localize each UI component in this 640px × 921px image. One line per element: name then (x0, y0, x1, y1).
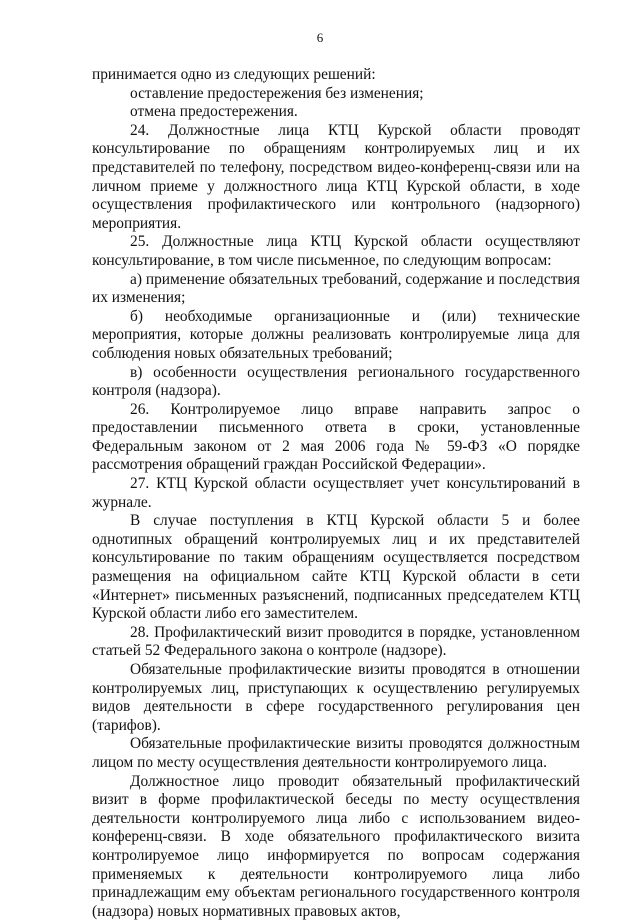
paragraph-28-place: Обязательные профилактические визиты проводятся должностным лицом по месту осуществления деятельности контролируемого лица. (92, 735, 580, 771)
paragraph-25-v: в) особенности осуществления регионального государственного контроля (надзора). (92, 363, 580, 400)
paragraph-25-a: а) применение обязательных требований, содержание и последствия их изменения; (92, 270, 580, 307)
paragraph-decision-intro: принимается одно из следующих решений: (92, 66, 376, 83)
paragraph-24: 24. Должностные лица КТЦ Курской области проводят консультирование по обращениям контролируемых лиц и их представителей по телефону, посредством видео-конференц-связи или на личном приеме у должностного лица КТЦ Курской области, в ходе осуществления профилактического или контрольного (надзорного) мероприятия. (92, 121, 580, 232)
paragraph-27: 27. КТЦ Курской области осуществляет учет консультирований в журнале. (92, 475, 580, 511)
paragraph-28-form: Должностное лицо проводит обязательный профилактический визит в форме профилактической беседы по месту осуществления деятельности контролируемого лица либо с использованием видео-конференц-связи. В ходе обязательного профилактического визита контролируемое лицо информируется по вопросам содержания применяемых к деятельности контролируемого лица либо принадлежащим ему объектам регионального государственного контроля (надзора) новых нормативных правовых актов, (92, 772, 580, 920)
paragraph-28-mandatory: Обязательные профилактические визиты проводятся в отношении контролируемых лиц, приступающих к осуществлению регулируемых видов деятельности в сфере государственного регулирования цен (тарифов). (92, 661, 580, 734)
paragraph-27-bulk: В случае поступления в КТЦ Курской области 5 и более однотипных обращений контролируемых лиц и их представителей консультирование по таким обращениям осуществляется посредством размещения на официальном сайте КТЦ Курской области в сети «Интернет» письменных разъяснений, подписанных председателем КТЦ Курской области либо его заместителем. (92, 512, 580, 623)
paragraph-26: 26. Контролируемое лицо вправе направить запрос о предоставлении письменного ответа в сроки, установленные Федеральным законом от 2 мая 2006 года № 59-ФЗ «О порядке рассмотрения обращений граждан Российской Федерации». (92, 400, 580, 474)
paragraph-28: 28. Профилактический визит проводится в порядке, установленном статьей 52 Федерального закона о контроле (надзоре). (92, 623, 580, 660)
document-body (92, 66, 580, 921)
page-number: 6 (316, 30, 324, 45)
paragraph-25-b: б) необходимые организационные и (или) технические мероприятия, которые должны реализовать контролируемые лица для соблюдения новых обязательных требований; (92, 307, 580, 362)
paragraph-keep-warning: оставление предостережения без изменения; (130, 84, 424, 102)
paragraph-25: 25. Должностные лица КТЦ Курской области осуществляют консультирование, в том числе письменное, по следующим вопросам: (92, 233, 580, 269)
paragraph-cancel-warning: отмена предостережения. (130, 103, 298, 121)
